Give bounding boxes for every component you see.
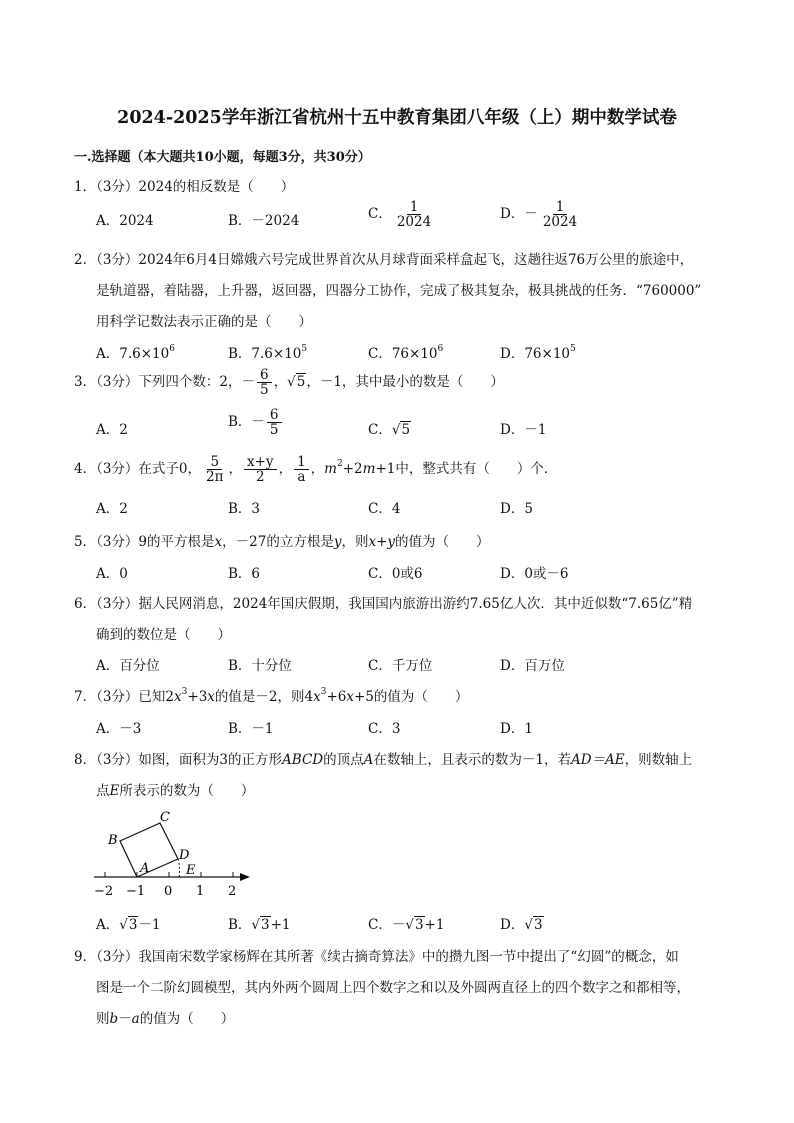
q5-var-x: x xyxy=(214,534,223,550)
q7-option-c: C．3 xyxy=(368,721,401,737)
q6-option-a: A．百分位 xyxy=(96,658,160,674)
q3-c-sqrt: √5 xyxy=(391,422,411,438)
section-heading: 一.选择题（本大题共10小题，每题3分，共30分） xyxy=(74,150,371,165)
label-a: A xyxy=(140,861,150,876)
q4-plus: +2 xyxy=(342,461,363,478)
page-title: 2024-2025学年浙江省杭州十五中教育集团八年级（上）期中数学试卷 xyxy=(117,108,677,128)
q7-part-d: +6 xyxy=(326,689,347,705)
q4-fraction-2 xyxy=(244,455,277,484)
label-d: D xyxy=(179,848,190,863)
question-7-stem xyxy=(74,685,468,705)
q8-c-tail: +1 xyxy=(424,917,445,933)
q8-l1-b: 的顶点 xyxy=(323,752,364,768)
q5-part-b: ，－27的立方根是 xyxy=(222,534,334,550)
q9-var-b: b xyxy=(109,1011,119,1027)
q9-var-a: a xyxy=(131,1011,140,1027)
q5-var-y: y xyxy=(333,534,342,550)
q8-c-sqrt: √3 xyxy=(405,917,424,933)
q9-l3-b: 的值为（ ） xyxy=(139,1011,235,1027)
q8-option-a xyxy=(96,913,161,933)
q3-frac-den: 5 xyxy=(260,382,269,399)
q7-exp-2: 3 xyxy=(320,687,327,697)
q1-c-numerator: 1 xyxy=(407,200,422,215)
q4-f2-num: x+y xyxy=(244,455,277,470)
label-c: C xyxy=(160,810,170,825)
q3-b-fraction xyxy=(267,408,282,437)
q3-option-b xyxy=(228,408,284,437)
q3-frac-num: 6 xyxy=(257,368,272,383)
q1-option-c xyxy=(368,200,436,229)
q8-a-tail: －1 xyxy=(138,917,161,933)
q4-sep-3: ， xyxy=(310,461,325,478)
q4-sep-2: ， xyxy=(278,461,293,478)
q3-b-den: 5 xyxy=(269,422,279,439)
q4-exp: 2 xyxy=(336,459,343,470)
q4-f2-den: 2 xyxy=(255,469,265,486)
q8-b-sqrt: √3 xyxy=(251,917,270,933)
q1-d-prefix: D．－ xyxy=(500,206,538,223)
q8-option-b xyxy=(228,913,291,933)
q1-d-denominator: 2024 xyxy=(542,214,578,231)
q7-part-e: +5的值为（ ） xyxy=(354,689,469,705)
q2-c-exponent: 6 xyxy=(437,344,444,354)
q8-point-a: A xyxy=(363,752,374,768)
q3-c-radicand: 5 xyxy=(401,422,411,438)
q2-option-c xyxy=(368,342,443,362)
q8-l2-a: 点 xyxy=(96,783,110,799)
q1-c-denominator: 2024 xyxy=(396,214,432,231)
q3-c-prefix: C． xyxy=(368,422,392,438)
q1-option-a: A．2024 xyxy=(96,213,154,229)
q3-b-prefix: B．－ xyxy=(228,414,265,431)
q2-b-text: B．7.6×10 xyxy=(228,346,302,362)
question-9-line-1: 9．（3分）我国南宋数学家杨辉在其所著《续古摘奇算法》中的攒九图一节中提出了“幻圆”的概念，如 xyxy=(74,949,679,965)
question-2-line-1: 2．（3分）2024年6月4日嫦娥六号完成世界首次从月球背面采样盒起飞，这趟往返76万公里的旅途中， xyxy=(74,252,694,268)
q3-stem-part-c: ，－1，其中最小的数是（ ） xyxy=(306,374,504,391)
q4-f3-den: a xyxy=(297,469,306,486)
q2-a-text: A．7.6×10 xyxy=(96,346,170,362)
number-line-square-figure xyxy=(90,808,260,900)
q4-sep-1: ， xyxy=(228,461,242,478)
q4-f1-den: 2π xyxy=(206,469,224,486)
q8-b-prefix: B． xyxy=(228,917,252,933)
q4-option-d: D．5 xyxy=(500,501,533,517)
q3-stem-part-b: ， xyxy=(273,374,288,391)
q2-option-b xyxy=(228,342,307,362)
q8-b-radicand: 3 xyxy=(261,917,270,933)
question-2-line-3: 用科学记数法表示正确的是（ ） xyxy=(96,314,312,330)
q8-d-radicand: 3 xyxy=(533,917,543,933)
q3-b-num: 6 xyxy=(267,408,282,423)
question-2-line-2: 是轨道器，着陆器，上升器，返回器，四器分工协作，完成了极其复杂，极具挑战的任务．“760000” xyxy=(96,283,702,299)
tick-label-2: 2 xyxy=(228,884,237,899)
q8-l2-b: 所表示的数为（ ） xyxy=(119,783,255,799)
tick-label-minus-2: −2 xyxy=(94,884,114,899)
q7-var-x-1: x xyxy=(174,689,182,705)
q7-part-a: 7．（3分）已知2 xyxy=(74,689,175,705)
q6-option-c: C．千万位 xyxy=(368,658,433,674)
q8-a-radicand: 3 xyxy=(128,917,138,933)
q9-minus: － xyxy=(118,1011,132,1027)
question-8-line-1 xyxy=(74,748,692,768)
tick-label-minus-1: −1 xyxy=(126,884,146,899)
q5-part-a: 5．（3分）9的平方根是 xyxy=(74,534,215,550)
q3-option-a: A．2 xyxy=(96,422,128,438)
q8-option-d xyxy=(500,913,544,933)
q3-option-d: D．－1 xyxy=(500,422,547,438)
q8-a-sqrt: √3 xyxy=(119,917,138,933)
q1-c-prefix: C． xyxy=(368,206,392,223)
q7-var-x-3: x xyxy=(313,689,321,705)
q7-part-b: +3 xyxy=(187,689,208,705)
q8-d-sqrt: √3 xyxy=(524,917,543,933)
q7-part-c: 的值是－2，则4 xyxy=(214,689,314,705)
q2-c-text: C．76×10 xyxy=(368,346,438,362)
q7-option-b: B．－1 xyxy=(228,721,274,737)
label-b: B xyxy=(108,833,118,848)
q8-ad-ae: AD＝AE xyxy=(570,752,625,768)
q5-part-d: 的值为（ ） xyxy=(395,534,490,550)
q4-var-m-2: m xyxy=(362,461,376,478)
q7-exp-1: 3 xyxy=(181,687,188,697)
q8-l1-a: 8．（3分）如图，面积为3的正方形 xyxy=(74,752,283,768)
q7-option-d: D．1 xyxy=(500,721,533,737)
q6-option-b: B．十分位 xyxy=(228,658,292,674)
q8-b-tail: +1 xyxy=(270,917,291,933)
question-9-line-2: 图是一个二阶幻圆模型，其内外两个圆周上四个数字之和以及外圆两直径上的四个数字之和都相等， xyxy=(96,980,690,996)
q4-f3-num: 1 xyxy=(294,455,309,470)
q3-option-c xyxy=(368,418,411,438)
q3-sqrt-radicand: 5 xyxy=(296,374,306,391)
axis-arrow-icon xyxy=(240,873,250,881)
q8-d-prefix: D． xyxy=(500,917,525,933)
q4-option-b: B．3 xyxy=(228,501,261,517)
q4-stem-tail: +1中，整式共有（ ）个． xyxy=(375,461,558,478)
q5-option-d: D．0或－6 xyxy=(500,566,569,582)
question-6-line-2: 确到的数位是（ ） xyxy=(96,627,231,643)
q8-a-prefix: A． xyxy=(96,917,120,933)
q2-option-a xyxy=(96,342,175,362)
q9-l3-a: 则 xyxy=(96,1011,110,1027)
q7-var-x-2: x xyxy=(207,689,215,705)
q5-expr: x+y xyxy=(368,534,396,550)
q1-d-numerator: 1 xyxy=(553,200,568,215)
question-8-line-2 xyxy=(96,779,254,799)
q8-option-c xyxy=(368,913,444,933)
q4-option-a: A．2 xyxy=(96,501,128,517)
q8-abcd: ABCD xyxy=(282,752,324,768)
q2-a-exponent: 6 xyxy=(169,344,175,354)
q3-stem-part-a: 3．（3分）下列四个数：2，－ xyxy=(74,374,256,391)
q2-b-exponent: 5 xyxy=(301,344,308,354)
q8-c-radicand: 3 xyxy=(414,917,424,933)
question-5-stem xyxy=(74,530,490,550)
q1-c-fraction xyxy=(394,200,434,229)
label-e: E xyxy=(186,863,196,878)
q4-f1-num: 5 xyxy=(207,455,222,470)
q8-c-prefix: C．－ xyxy=(368,917,406,933)
q3-stem-sqrt: √5 xyxy=(287,374,306,391)
tick-label-1: 1 xyxy=(196,884,205,899)
q2-d-exponent: 5 xyxy=(570,344,576,354)
q2-d-text: D．76×10 xyxy=(500,346,570,362)
q3-stem-fraction xyxy=(257,368,272,397)
q7-option-a: A．－3 xyxy=(96,721,142,737)
q1-d-fraction xyxy=(540,200,580,229)
q4-stem-part-a: 4．（3分）在式子0， xyxy=(74,461,202,478)
q6-option-d: D．百万位 xyxy=(500,658,565,674)
q7-var-x-4: x xyxy=(346,689,354,705)
q5-option-b: B．6 xyxy=(228,566,261,582)
q4-var-m: m xyxy=(324,461,337,478)
tick-label-0: 0 xyxy=(164,884,173,899)
q5-option-a: A．0 xyxy=(96,566,128,582)
question-1-stem: 1．（3分）2024的相反数是（ ） xyxy=(74,179,295,195)
q8-l1-c: 在数轴上，且表示的数为－1，若 xyxy=(373,752,571,768)
question-4-stem xyxy=(74,455,557,484)
q4-fraction-1 xyxy=(203,455,226,484)
q4-fraction-3 xyxy=(294,455,309,484)
q1-option-b: B．－2024 xyxy=(228,213,300,229)
q2-option-d xyxy=(500,342,576,362)
q1-option-d xyxy=(500,200,582,229)
q5-option-c: C．0或6 xyxy=(368,566,423,582)
q4-option-c: C．4 xyxy=(368,501,401,517)
question-3-stem xyxy=(74,368,504,397)
q8-point-e: E xyxy=(109,783,120,799)
q5-part-c: ，则 xyxy=(341,534,369,550)
q8-l1-d: ，则数轴上 xyxy=(624,752,693,768)
question-6-line-1: 6．（3分）据人民网消息，2024年国庆假期，我国国内旅游出游约7.65亿人次．其中近似数“7.65亿”精 xyxy=(74,596,693,612)
question-9-line-3 xyxy=(96,1007,234,1027)
